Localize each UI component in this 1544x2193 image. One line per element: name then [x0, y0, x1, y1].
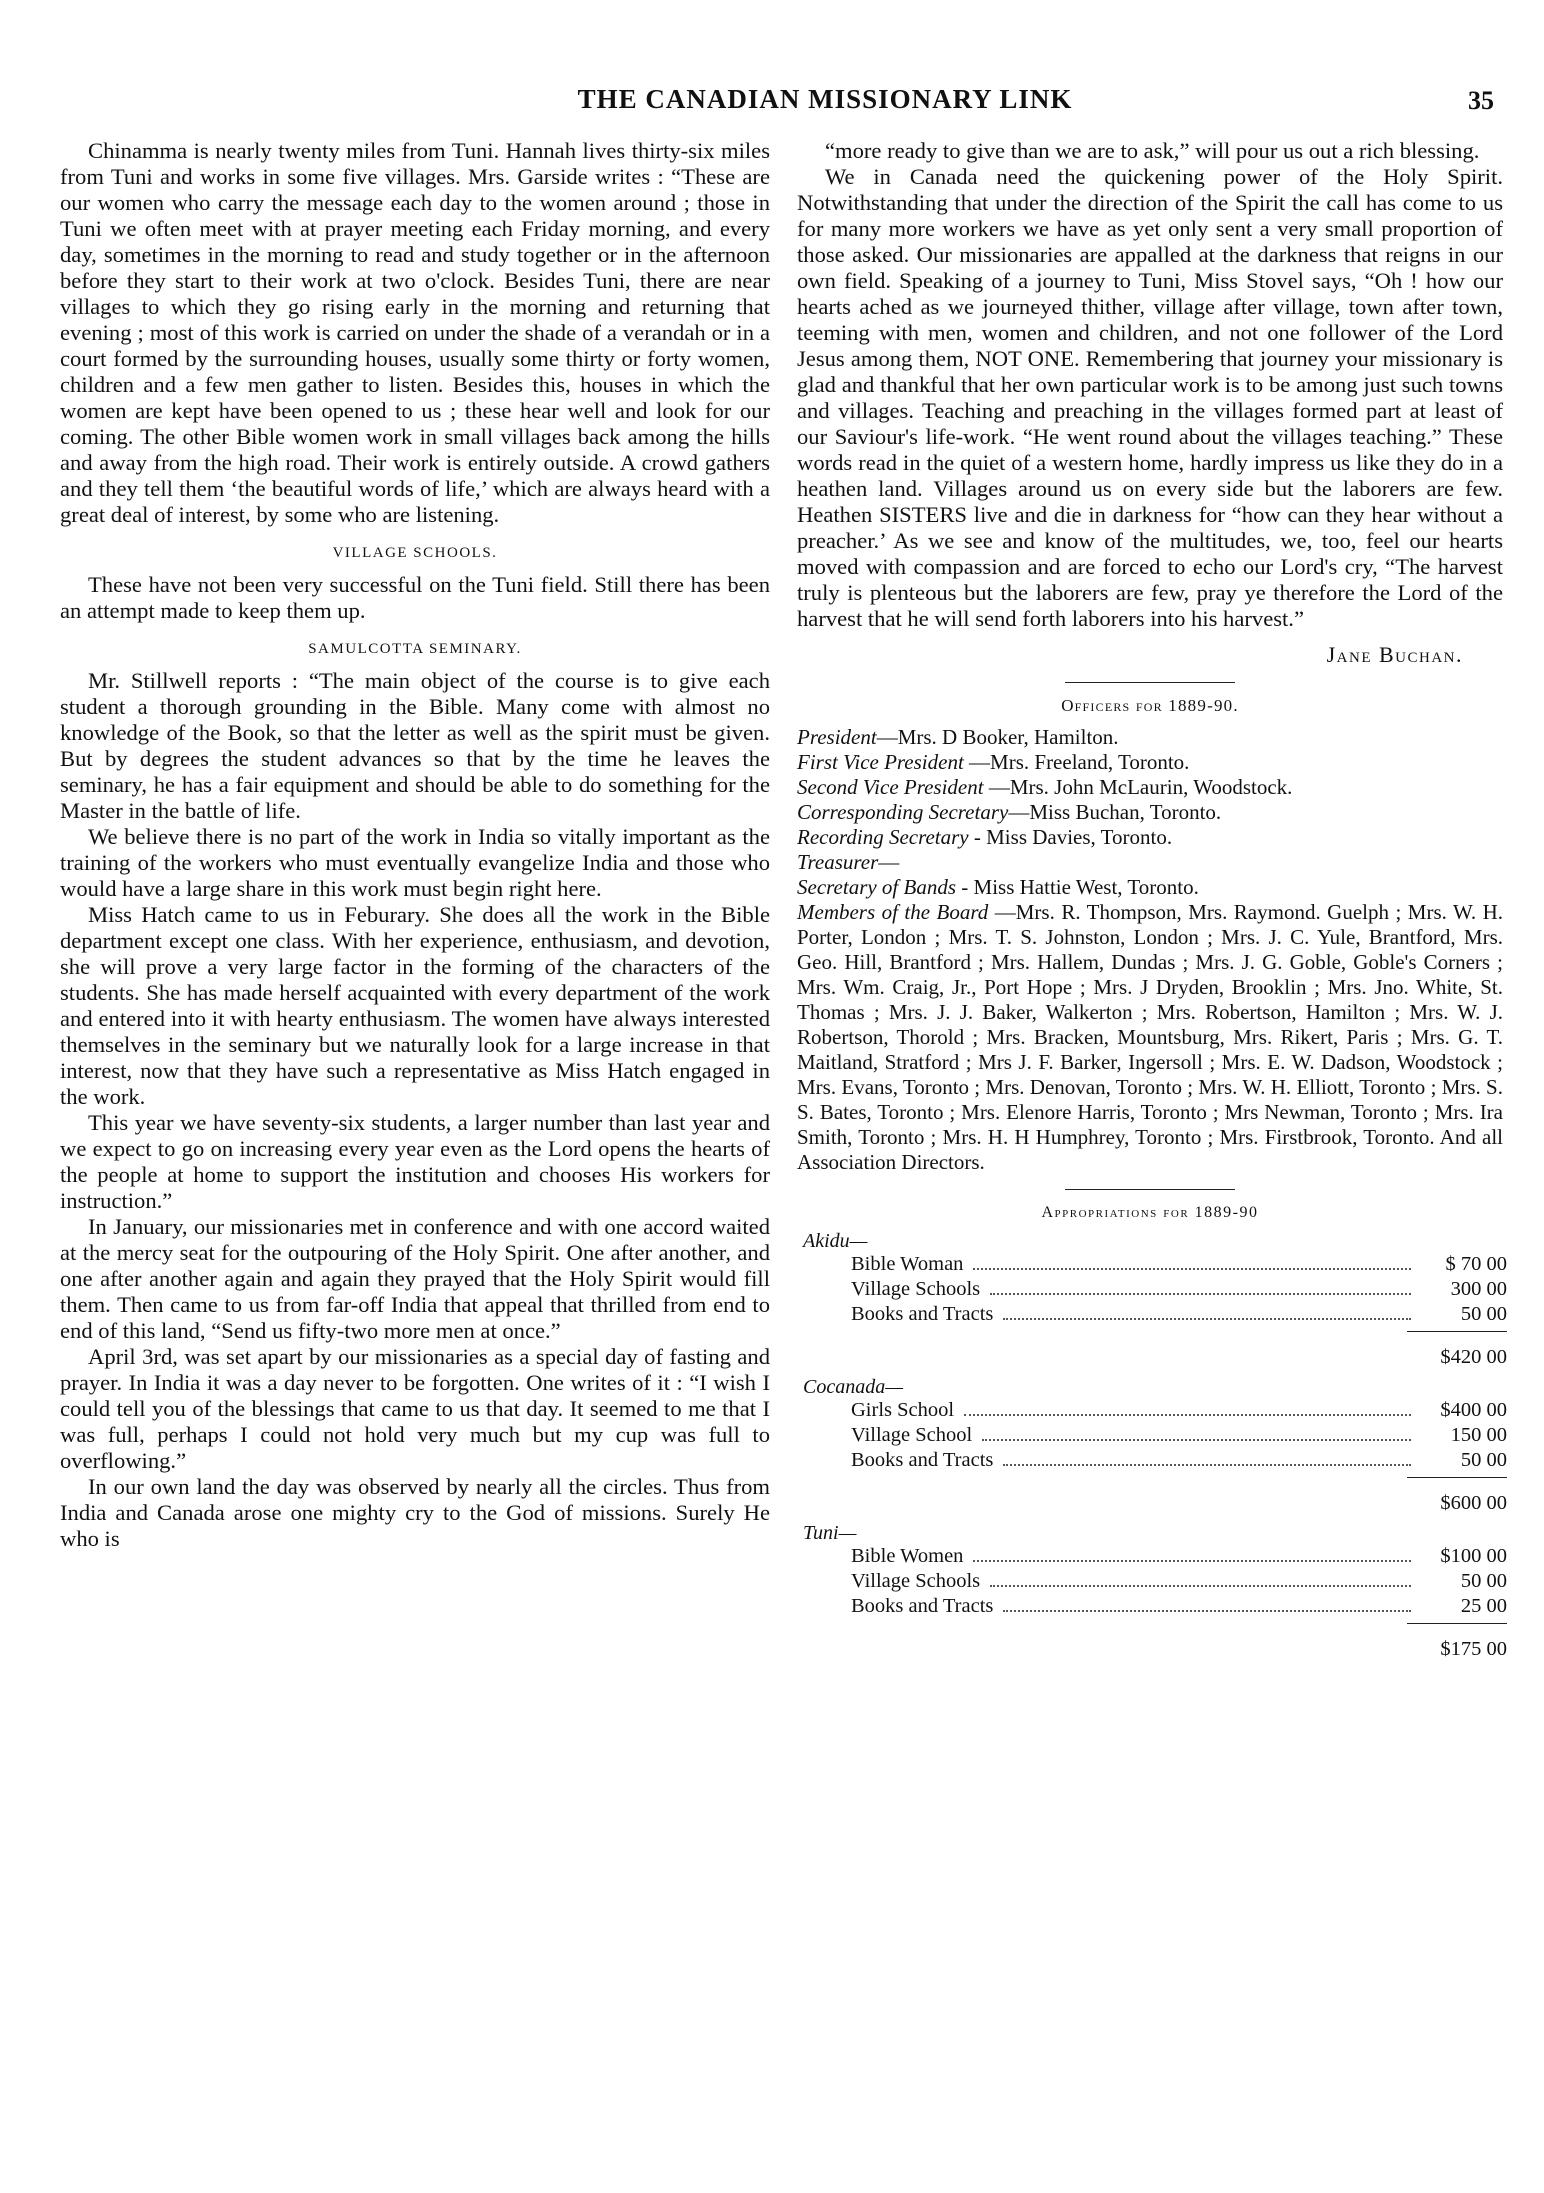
page-number: 35 — [1468, 86, 1494, 115]
appropriations-table — [797, 1230, 1507, 1662]
item-amount: $ 70 00 — [1445, 1253, 1507, 1275]
paragraph: In January, our missionaries met in conference and with one accord waited at the mercy seat for the outpouring of the Holy Spirit. One after another, and one after another again and again they prayed that the Holy Spirit would fill them. Then came to us from far-off India that appeal that thrilled from end to end of this land, “Send us fifty-two more men at once.” — [60, 1214, 770, 1343]
running-head: THE CANADIAN MISSIONARY LINK — [577, 84, 1073, 114]
dot-leader — [973, 1268, 1411, 1270]
item-label: Books and Tracts — [851, 1449, 994, 1471]
paragraph: We believe there is no part of the work in India so vitally important as the training of the workers who must eventually evangelize India and those who would have a large share in this work must begin right here. — [60, 824, 770, 901]
officer-role: Recording Secretary — [797, 825, 969, 849]
item-label: Books and Tracts — [851, 1303, 994, 1325]
item-label: Village School — [851, 1424, 973, 1446]
appropriation-row — [851, 1569, 1507, 1594]
dot-leader — [964, 1414, 1411, 1416]
divider — [1065, 1189, 1235, 1190]
officer-role: First Vice President — [797, 750, 964, 774]
appropriation-row — [851, 1423, 1507, 1448]
right-column — [797, 138, 1507, 1668]
item-amount: 25 00 — [1460, 1595, 1507, 1617]
appropriation-row — [851, 1252, 1507, 1277]
paragraph: We in Canada need the quickening power of the Holy Spirit. Notwithstanding that under the direction of the Spirit the call has come to us for many more workers we have as yet only sent a very small proportion of those asked. Our missionaries are appalled at the darkness that reigns in our own field. Speaking of a journey to Tuni, Miss Stovel says, “Oh ! how our hearts ached as we journeyed thither, village after village, town after town, teeming with men, women and children, and not one follower of the Lord Jesus among them, NOT ONE. Remembering that journey your missionary is glad and thankful that her own particular work is to be among just such towns and villages. Teaching and preaching in the villages formed part at least of our Saviour's life-work. “He went round about the villages teaching.” These words read in the quiet of a western home, hardly impress us like they do in a heathen land. Villages around us on every side but the laborers are few. Heathen SISTERS live and die in darkness for “how can they hear without a preacher.’ As we see and know of the multitudes, we, too, feel our hearts moved with compassion and are forced to echo our Lord's cry, “The harvest truly is plenteous but the laborers are few, pray ye therefore the Lord of the harvest that he will send forth laborers into his harvest.” — [797, 164, 1503, 631]
officer-name: —Mrs. John McLaurin, Woodstock. — [983, 775, 1293, 799]
officer-entry — [797, 875, 1503, 900]
item-amount: $100 00 — [1440, 1545, 1507, 1567]
item-amount: 50 00 — [1460, 1570, 1507, 1592]
officers-heading: Officers for 1889-90. — [1061, 696, 1239, 715]
officer-role: Second Vice President — [797, 775, 984, 799]
dot-leader — [1003, 1318, 1411, 1320]
officer-role: Members of the Board — [797, 900, 989, 924]
paragraph: Chinamma is nearly twenty miles from Tuni. Hannah lives thirty-six miles from Tuni and works in some five villages. Mrs. Garside writes : “These are our women who carry the message each day to the women around ; those in Tuni we often meet with at prayer meeting each Friday morning, and every day, sometimes in the morning to read and study together or in the afternoon before they start to their work at two o'clock. Besides Tuni, there are near villages to which they go rising early in the morning and returning that evening ; most of this work is carried on under the shade of a verandah or in a court formed by the surrounding houses, usually some thirty or forty women, children and a few men gather to listen. Besides this, houses in which the women are kept have been opened to us ; these hear well and look for our coming. The other Bible women work in small villages back among the hills and away from the high road. Their work is entirely outside. A crowd gathers and they tell them ‘the beautiful words of life,’ which are always heard with a great deal of interest, by some who are listening. — [60, 138, 770, 527]
officer-role: President — [797, 725, 877, 749]
paragraph: This year we have seventy-six students, a larger number than last year and we expect to go on increasing every year even as the Lord opens the hearts of the people at home to support the institution and chooses His workers for instruction.” — [60, 1110, 770, 1213]
officer-name: — — [878, 850, 900, 874]
divider — [1065, 682, 1235, 683]
item-amount: 150 00 — [1450, 1424, 1507, 1446]
appropriation-row — [851, 1594, 1507, 1619]
signature: Jane Buchan. — [1326, 642, 1463, 667]
region-name: Akidu— — [803, 1230, 868, 1252]
section-heading-seminary: SAMULCOTTA SEMINARY. — [308, 641, 522, 657]
section-heading-village-schools: VILLAGE SCHOOLS. — [332, 545, 498, 561]
dot-leader — [1003, 1464, 1411, 1466]
paragraph: Mr. Stillwell reports : “The main object of the course is to give each student a thorough grounding in the Bible. Many come with almost no knowledge of the Book, so that the letter as well as the spirit must be given. But by degrees the student advances so that by the time he leaves the seminary, he has a fair equipment and should be able to do something for the Master in the battle of life. — [60, 668, 770, 823]
dot-leader — [990, 1585, 1411, 1587]
officer-name: —Mrs. D Booker, Hamilton. — [876, 725, 1119, 749]
officer-name: —Miss Buchan, Toronto. — [1008, 800, 1222, 824]
officer-entry — [797, 775, 1503, 800]
paragraph: In our own land the day was observed by nearly all the circles. Thus from India and Canada arose one mighty cry to the God of missions. Surely He who is — [60, 1474, 770, 1551]
region-total — [797, 1623, 1507, 1662]
appropriation-row — [851, 1302, 1507, 1327]
item-amount: 300 00 — [1450, 1278, 1507, 1300]
total-amount: $600 00 — [1407, 1477, 1507, 1516]
item-label: Village Schools — [851, 1278, 981, 1300]
board-members — [797, 900, 1503, 1175]
paragraph: “more ready to give than we are to ask,” will pour us out a rich blessing. — [825, 138, 1480, 163]
region-total — [797, 1331, 1507, 1370]
officers-list — [797, 725, 1503, 1175]
left-column — [60, 138, 770, 1552]
region-name: Cocanada— — [803, 1376, 903, 1398]
dot-leader — [973, 1560, 1411, 1562]
appropriation-row — [851, 1544, 1507, 1569]
officer-entry — [797, 800, 1503, 825]
item-label: Village Schools — [851, 1570, 981, 1592]
appropriations-heading: Appropriations for 1889-90 — [1041, 1204, 1259, 1221]
officer-entry — [797, 825, 1503, 850]
item-amount: 50 00 — [1460, 1449, 1507, 1471]
item-label: Bible Women — [851, 1545, 964, 1567]
item-label: Books and Tracts — [851, 1595, 994, 1617]
region-total — [797, 1477, 1507, 1516]
item-amount: 50 00 — [1460, 1303, 1507, 1325]
total-amount: $175 00 — [1407, 1623, 1507, 1662]
item-label: Girls School — [851, 1399, 955, 1421]
dot-leader — [990, 1293, 1411, 1295]
item-label: Bible Woman — [851, 1253, 964, 1275]
officer-role: Corresponding Secretary — [797, 800, 1009, 824]
appropriation-row — [851, 1277, 1507, 1302]
officer-entry — [797, 725, 1503, 750]
region-name: Tuni— — [803, 1522, 857, 1544]
appropriation-row — [851, 1448, 1507, 1473]
paragraph: Miss Hatch came to us in Feburary. She does all the work in the Bible department except one class. With her experience, enthusiasm, and devotion, she will prove a very large factor in the forming of the characters of the students. She has made herself acquainted with every department of the work and entered into it with hearty enthusiasm. The women have always interested themselves in the seminary but we naturally look for a large increase in that interest, now that they have such a representative as Miss Hatch engaged in the work. — [60, 902, 770, 1109]
officer-name: - Miss Davies, Toronto. — [968, 825, 1173, 849]
dot-leader — [1003, 1610, 1411, 1612]
total-amount: $420 00 — [1407, 1331, 1507, 1370]
officer-name: —Mrs. Freeland, Toronto. — [963, 750, 1190, 774]
officer-entry — [797, 850, 1503, 875]
dot-leader — [982, 1439, 1411, 1441]
officer-name: - Miss Hattie West, Toronto. — [956, 875, 1199, 899]
appropriation-row — [851, 1398, 1507, 1423]
officer-role: Secretary of Bands — [797, 875, 957, 899]
paragraph: April 3rd, was set apart by our missionaries as a special day of fasting and prayer. In India it was a day never to be forgotten. One writes of it : “I wish I could tell you of the blessings that came to us that day. It seemed to me that I was full, perhaps I could not hold very much but my cup was full to overflowing.” — [60, 1344, 770, 1473]
board-members-text: —Mrs. R. Thompson, Mrs. Raymond. Guelph ; Mrs. W. H. Porter, London ; Mrs. T. S. Johnston, London ; Mrs. J. C. Yule, Brantford, Mrs. Geo. Hill, Brantford ; Mrs. Hallem, Dundas ; Mrs. J. G. Goble, Goble's Corners ; Mrs. Wm. Craig, Jr., Port Hope ; Mrs. J Dryden, Brooklin ; Mrs. Jno. White, St. Thomas ; Mrs. J. J. Baker, Walkerton ; Mrs. Robertson, Hamilton ; Mrs. W. J. Robertson, Thorold ; Mrs. Bracken, Mountsburg, Mrs. Rikert, Paris ; Mrs. G. T. Maitland, Stratford ; Mrs J. F. Barker, Ingersoll ; Mrs. E. W. Dadson, Woodstock ; Mrs. Evans, Toronto ; Mrs. Denovan, Toronto ; Mrs. W. H. Elliott, Toronto ; Mrs. S. S. Bates, Toronto ; Mrs. Elenore Harris, Toronto ; Mrs Newman, Toronto ; Mrs. Ira Smith, Toronto ; Mrs. H. H Humphrey, Toronto ; Mrs. Firstbrook, Toronto. And all Association Directors. — [797, 900, 1503, 1174]
officer-role: Treasurer — [797, 850, 879, 874]
officer-entry — [797, 750, 1503, 775]
paragraph: These have not been very successful on the Tuni field. Still there has been an attempt made to keep them up. — [60, 572, 770, 623]
item-amount: $400 00 — [1440, 1399, 1507, 1421]
